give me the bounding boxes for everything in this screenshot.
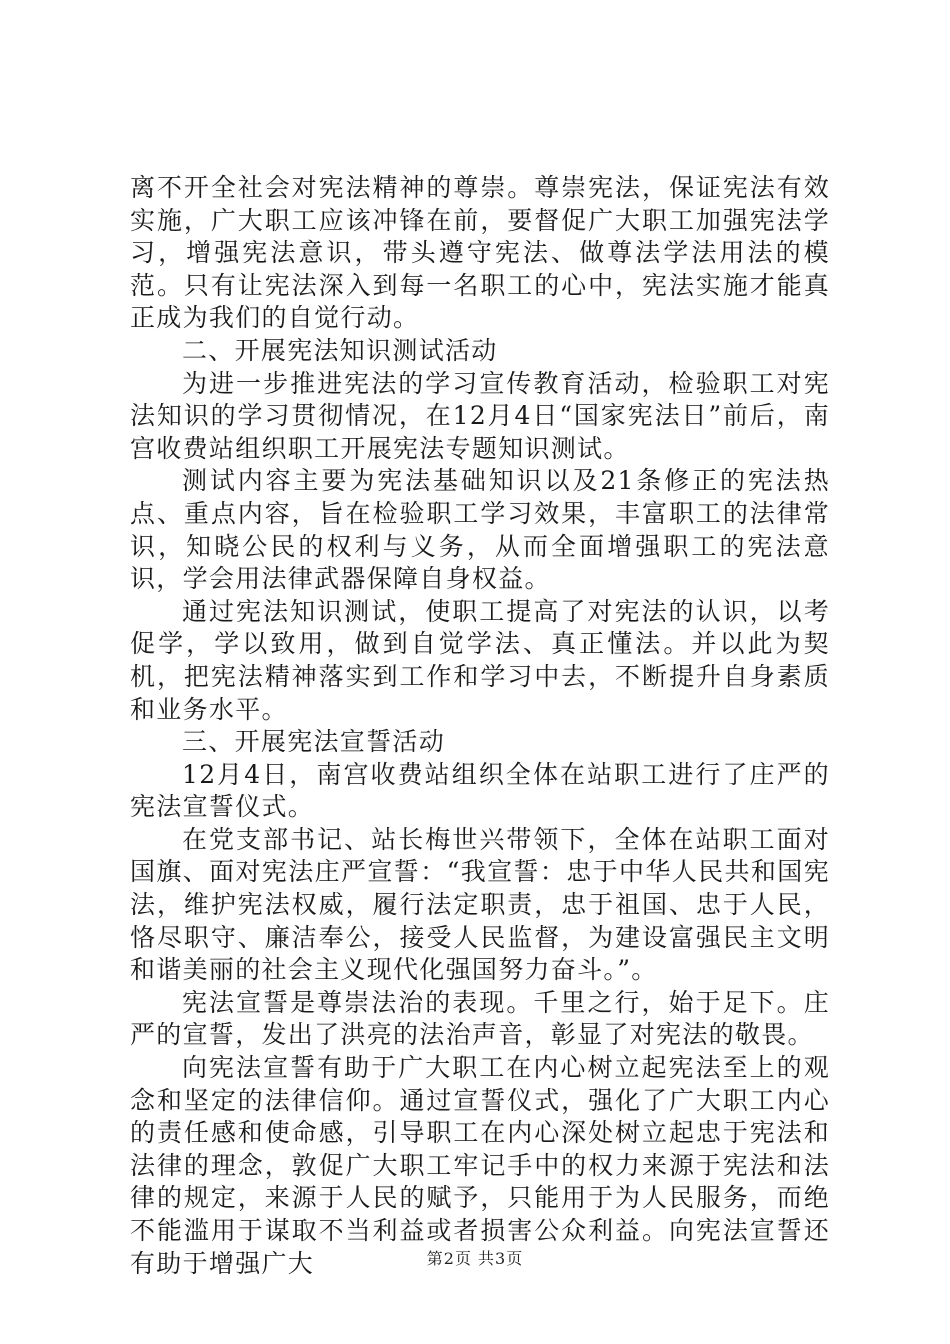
paragraph-oath: 在党支部书记、站长梅世兴带领下，全体在站职工面对国旗、面对宪法庄严宣誓：“我宣誓：忠于中华人民共和国宪法，维护宪法权威，履行法定职责，忠于祖国、忠于人民，恪尽职守、廉洁奉公，接受人民监督，为建设富强民主文明和谐美丽的社会主义现代化强国努力奋斗。”。 (130, 824, 830, 985)
paragraph: 为进一步推进宪法的学习宣传教育活动，检验职工对宪法知识的学习贯彻情况，在12月4日“国家宪法日”前后，南宫收费站组织职工开展宪法专题知识测试。 (130, 368, 830, 463)
document-body (130, 172, 830, 1280)
paragraph: 宪法宣誓是尊崇法治的表现。千里之行，始于足下。庄严的宣誓，发出了洪亮的法治声音，彰显了对宪法的敬畏。 (130, 987, 830, 1050)
paragraph: 向宪法宣誓有助于广大职工在内心树立起宪法至上的观念和坚定的法律信仰。通过宣誓仪式，强化了广大职工内心的责任感和使命感，引导职工在内心深处树立起忠于宪法和法律的理念，敦促广大职工牢记手中的权力来源于宪法和法律的规定，来源于人民的赋予，只能用于为人民服务，而绝不能滥用于谋取不当利益或者损害公众利益。向宪法宣誓还有助于增强广大 (130, 1053, 830, 1278)
paragraph-intro-continued: 离不开全社会对宪法精神的尊崇。尊崇宪法，保证宪法有效实施，广大职工应该冲锋在前，要督促广大职工加强宪法学习，增强宪法意识，带头遵守宪法、做尊法学法用法的模范。只有让宪法深入到每一名职工的心中，宪法实施才能真正成为我们的自觉行动。 (130, 173, 830, 333)
paragraph: 通过宪法知识测试，使职工提高了对宪法的认识，以考促学，学以致用，做到自觉学法、真正懂法。并以此为契机，把宪法精神落实到工作和学习中去，不断提升自身素质和业务水平。 (130, 596, 830, 724)
section-heading-3: 三、开展宪法宣誓活动 (182, 727, 446, 757)
section-heading-2: 二、开展宪法知识测试活动 (182, 335, 498, 365)
page-number-footer: 第2页 共3页 (426, 1249, 524, 1268)
paragraph: 测试内容主要为宪法基础知识以及21条修正的宪法热点、重点内容，旨在检验职工学习效果，丰富职工的法律常识，知晓公民的权利与义务，从而全面增强职工的宪法意识，学会用法律武器保障自身权益。 (130, 466, 830, 594)
paragraph: 12月4日，南宫收费站组织全体在站职工进行了庄严的宪法宣誓仪式。 (130, 759, 830, 822)
